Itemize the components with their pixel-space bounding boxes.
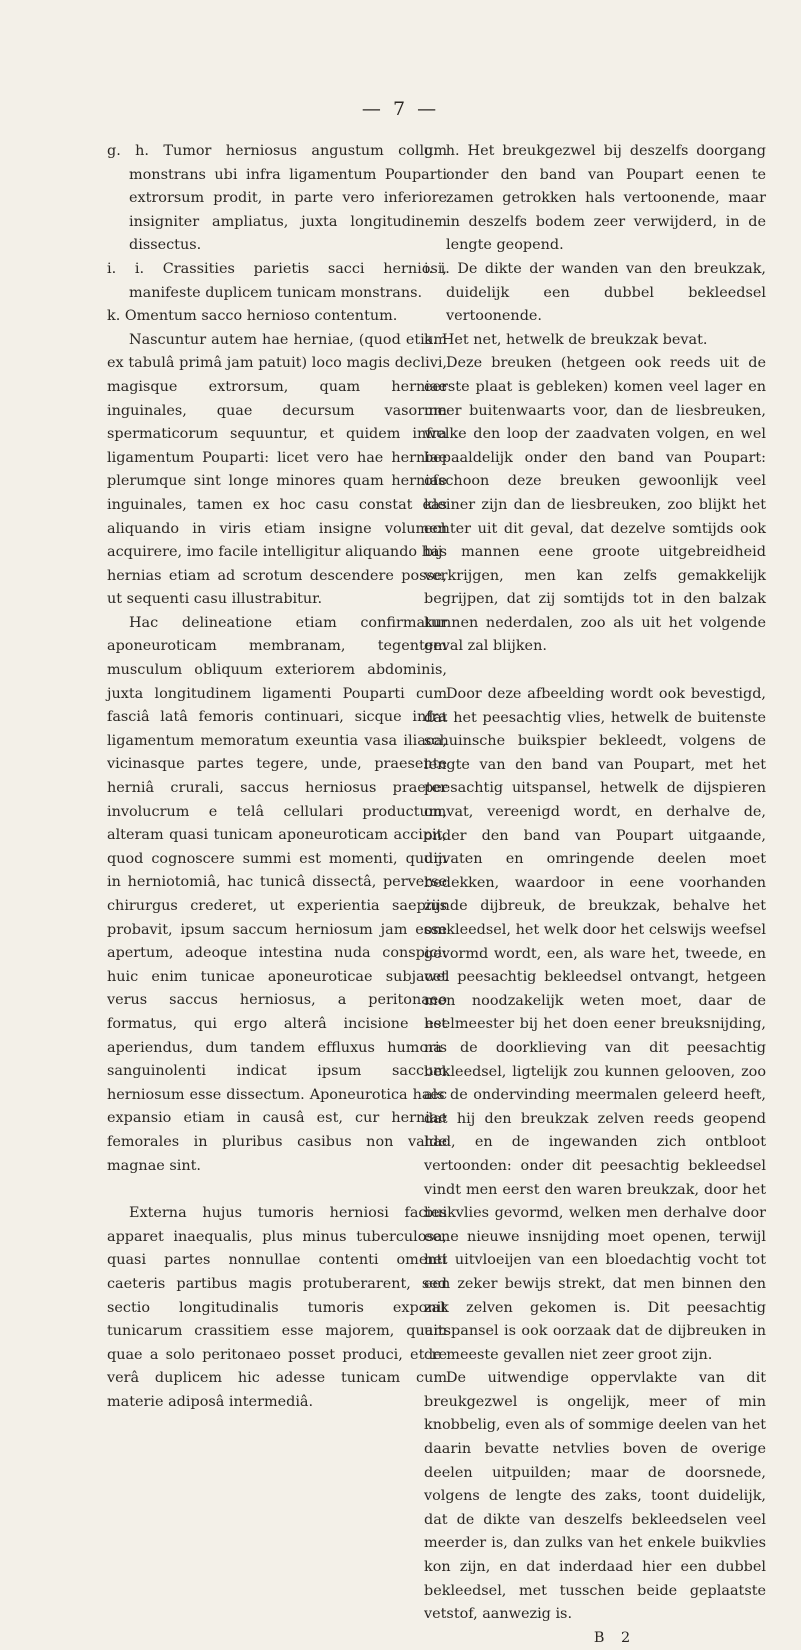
legend-k-latin: k. Omentum sacco hernioso contentum. [107, 308, 398, 325]
paragraph-latin-3: Externa hujus tumoris herniosi facies apparet inaequalis, plus minus tuberculosa, quasi partes nonnullae contenti omenti caeteris partibus magis protuberarent, sed sectio longitudinalis tumoris exponit tunicarum crassitiem esse majorem, quam quae a solo peritonaeo posset produci, et re verâ duplicem hic adesse tunicam cum materie adiposâ intermediâ. [107, 1205, 447, 1410]
paragraph-dutch-1: Deze breuken (hetgeen ook reeds uit de eerste plaat is gebleken) komen veel lager en meer buitenwaarts voor, dan de liesbreuken, welke den loop der zaadvaten volgen, en wel bepaaldelijk onder den band van Poupart: ofschoon deze breuken gewoonlijk veel kleiner zijn dan de liesbreuken, zoo blijkt het echter uit dit geval, dat dezelve somtijds ook bij mannen eene groote uitgebreidheid verkrijgen, men kan zelfs gemakkelijk begrijpen, dat zij somtijds tot in den balzak kunnen nederdalen, zoo als uit het volgende geval zal blijken. [424, 355, 766, 655]
dutch-column [424, 140, 766, 1650]
page-number: — 7 — [361, 98, 440, 120]
legend-gh-dutch: g. h. Het breukgezwel bij deszelfs doorgang onder den band van Poupart eenen te zamen getrokken hals vertoonende, maar in deszelfs bodem zeer verwijderd, in de lengte geopend. [424, 143, 766, 254]
legend-ii-latin: i. i. Crassities parietis sacci herniosi, manifeste duplicem tunicam monstrans. [107, 260, 447, 301]
legend-gh-latin: g. h. Tumor herniosus angustum collum monstrans ubi infra ligamentum Pouparti extrorsum prodit, in parte vero inferiore insigniter ampliatus, juxta longitudinem dissectus. [107, 143, 447, 254]
legend-k-dutch: k. Het net, hetwelk de breukzak bevat. [424, 331, 708, 348]
paragraph-dutch-3: De uitwendige oppervlakte van dit breukgezwel is ongelijk, meer of min knobbelig, even als of sommige deelen van het daarin bevatte netvlies boven de overige deelen uitpuilden; maar de doorsnede, volgens de lengte des zaks, toont duidelijk, dat de dikte van deszelfs bekleedselen veel meerder is, dan zulks van het enkele buikvlies kon zijn, en dat inderdaad hier een dubbel bekleedsel, met tusschen beide geplaatste vetstof, aanwezig is. [424, 1370, 766, 1623]
paragraph-latin-1: Nascuntur autem hae herniae, (quod etiam ex tabulâ primâ jam patuit) loco magis declivi, magisque extrorsum, quam herniae inguinales, quae decursum vasorum spermaticorum sequuntur, et quidem infra ligamentum Pouparti: licet vero hae herniae plerumque sint longe minores quam herniae inguinales, tamen ex hoc casu constat eas aliquando in viris etiam insigne volumen acquirere, imo facile intelligitur aliquando has hernias etiam ad scrotum descendere posse, ut sequenti casu illustrabitur. [107, 331, 447, 608]
paragraph-dutch-2: Door deze afbeelding wordt ook bevestigd, dat het peesachtig vlies, hetwelk de buitenste schuinsche buikspier bekleedt, volgens de lengte van den band van Poupart, met het peesachtig uitspansel, hetwelk de dijspieren omvat, vereenigd wordt, en derhalve de, onder den band van Poupart uitgaande, dijvaten en omringende deelen moet bedekken, waardoor in eene voorhanden zijnde dijbreuk, de breukzak, behalve het omkleedsel, het welk door het celswijs weefsel gevormd wordt, een, als ware het, tweede, en wel peesachtig bekleedsel ontvangt, hetgeen men noodzakelijk weten moet, daar de heelmeester bij het doen eener breuksnijding, na de doorklieving van dit peesachtig bekleedsel, ligtelijk zou kunnen gelooven, zoo als de ondervinding meermalen geleerd heeft, dat hij den breukzak zelven reeds geopend had, en de ingewanden zich ontbloot vertoonden: onder dit peesachtig bekleedsel vindt men eerst den waren breukzak, door het buikvlies gevormd, welken men derhalve door eene nieuwe insnijding moet openen, terwijl het uitvloeijen van een bloedachtig vocht tot een zeker bewijs strekt, dat men binnen den zak zelven gekomen is. Dit peesachtig uitspansel is ook oorzaak dat de dijbreuken in de meeste gevallen niet zeer groot zijn. [424, 686, 766, 1363]
latin-column [107, 140, 447, 1414]
signature-mark: B 2 [593, 1629, 637, 1646]
legend-ii-dutch: i. i. De dikte der wanden van den breukzak, duidelijk een dubbel bekleedsel vertoonende. [424, 260, 766, 325]
paragraph-latin-2: Hac delineatione etiam confirmatur aponeuroticam membranam, tegentem musculum obliquum exteriorem abdominis, juxta longitudinem ligamenti Pouparti cum fasciâ latâ femoris continuari, sicque infra ligamentum memoratum exeuntia vasa iliaca, vicinasque partes tegere, unde, praesente herniâ crurali, saccus herniosus praeter involucrum e telâ cellulari productum, alteram quasi tunicam aponeuroticam accipit, quod cognoscere summi est momenti, quum in herniotomiâ, hac tunicâ dissectâ, perverse chirurgus crederet, ut experientia saepius probavit, ipsum saccum herniosum jam esse apertum, adeoque intestina nuda conspici: huic enim tunicae aponeuroticae subjacet verus saccus herniosus, a peritonaeo formatus, qui ergo alterâ incisione est aperiendus, dum tandem effluxus humoris sanguinolenti indicat ipsum saccum herniosum esse dissectum. Aponeurotica haec expansio etiam in causâ est, cur herniae femorales in pluribus casibus non valde magnae sint. [107, 614, 447, 1174]
